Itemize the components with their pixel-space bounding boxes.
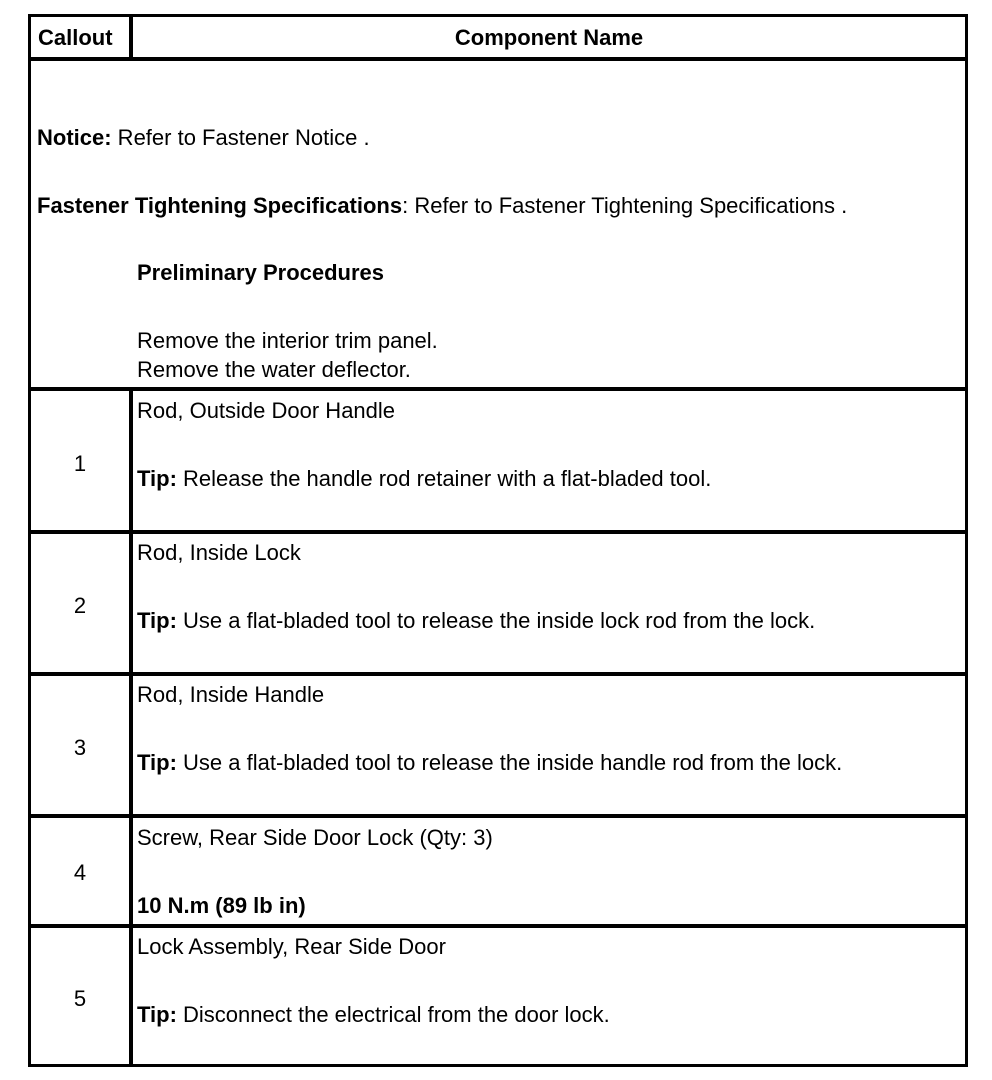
callout-number: 4 xyxy=(73,860,87,885)
tip-label: Tip: xyxy=(137,750,177,775)
callout-number: 3 xyxy=(73,735,87,760)
tip-label: Tip: xyxy=(137,1002,177,1027)
torque-spec: 10 N.m (89 lb in) xyxy=(137,893,306,918)
row-divider xyxy=(129,676,133,815)
notice-label: Notice: xyxy=(37,125,112,150)
preliminary-title: Preliminary Procedures xyxy=(137,260,385,285)
component-name: Screw, Rear Side Door Lock (Qty: 3) xyxy=(137,825,493,850)
intro-rule xyxy=(31,387,965,391)
row-rule xyxy=(31,672,965,676)
tip-line xyxy=(137,750,842,776)
tip-text: Use a flat-bladed tool to release the inside handle rod from the lock. xyxy=(176,750,843,775)
component-name: Rod, Outside Door Handle xyxy=(137,398,396,423)
tip-text: Use a flat-bladed tool to release the inside lock rod from the lock. xyxy=(176,608,816,633)
component-name: Rod, Inside Lock xyxy=(137,540,301,565)
callout-header: Callout xyxy=(38,25,113,50)
row-divider xyxy=(129,928,133,1064)
fastener-spec-line xyxy=(37,193,847,219)
row-rule xyxy=(31,530,965,534)
tip-text: Disconnect the electrical from the door lock. xyxy=(176,1002,610,1027)
tip-line xyxy=(137,608,815,634)
component-name: Rod, Inside Handle xyxy=(137,682,325,707)
row-divider xyxy=(129,818,133,925)
notice-line xyxy=(37,125,370,151)
callout-number: 1 xyxy=(73,451,87,476)
fastener-spec-text: : Refer to Fastener Tightening Specifications . xyxy=(402,193,848,218)
callout-number: 2 xyxy=(73,593,87,618)
tip-line xyxy=(137,1002,610,1028)
component-table xyxy=(28,14,968,1067)
row-rule xyxy=(31,924,965,928)
preliminary-step: Remove the water deflector. xyxy=(137,357,411,382)
row-divider xyxy=(129,391,133,531)
tip-line xyxy=(137,466,711,492)
callout-number: 5 xyxy=(73,986,87,1011)
notice-text: Refer to Fastener Notice . xyxy=(111,125,370,150)
tip-label: Tip: xyxy=(137,466,177,491)
tip-text: Release the handle rod retainer with a flat-bladed tool. xyxy=(176,466,712,491)
header-rule xyxy=(31,57,965,61)
row-divider xyxy=(129,534,133,673)
preliminary-step: Remove the interior trim panel. xyxy=(137,328,438,353)
fastener-spec-label: Fastener Tightening Specifications xyxy=(37,193,403,218)
tip-label: Tip: xyxy=(137,608,177,633)
component-name: Lock Assembly, Rear Side Door xyxy=(137,934,446,959)
component-name-header: Component Name xyxy=(454,25,644,50)
row-rule xyxy=(31,814,965,818)
